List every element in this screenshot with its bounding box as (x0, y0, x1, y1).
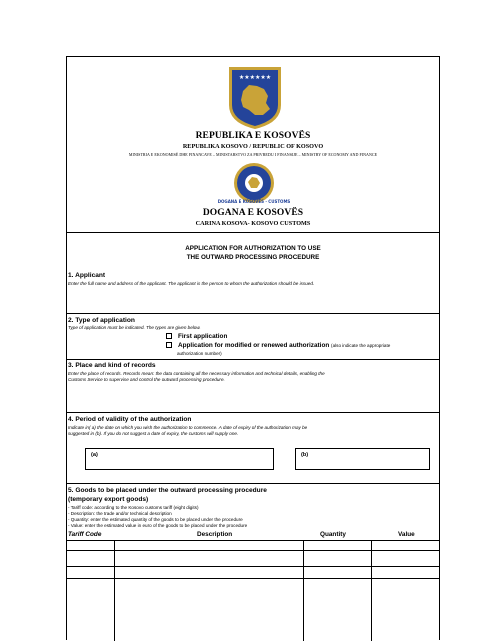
checkbox-icon[interactable] (166, 342, 172, 348)
table-rule (67, 578, 439, 579)
section5-heading-line2: (temporary export goods) (68, 496, 149, 503)
svg-text:★★★★★★: ★★★★★★ (238, 74, 272, 81)
form-title-line1: APPLICATION FOR AUTHORIZATION TO USE (185, 245, 321, 252)
section5-heading-line1: 5. Goods to be placed under the outward processing procedure (68, 487, 267, 494)
form-frame (66, 56, 440, 640)
republic-title: REPUBLIKA E KOSOVËS (195, 131, 311, 141)
section1-heading: 1. Applicant (68, 272, 106, 279)
section5-bullet: - Description: the trade and/or technical description (68, 511, 172, 516)
table-rule (67, 540, 439, 541)
section4-note-line2: suggested in (b). If you do not suggest a date of expiry, the customs will supply one. (68, 431, 239, 436)
section4-heading: 4. Period of validity of the authorization (68, 416, 192, 423)
section1-note: Enter the full name and address of the applicant. The applicant is the person to whom the authorization should be issued. (68, 281, 315, 286)
option2-note: authorization number) (177, 351, 222, 356)
svg-text:DOGANA E KOSOVËS · CUSTOMS: DOGANA E KOSOVËS · CUSTOMS (217, 199, 291, 204)
republic-subtitle: REPUBLIKA KOSOVO / REPUBLIC OF KOSOVO (182, 143, 324, 150)
form-title-line2: THE OUTWARD PROCESSING PROCEDURE (186, 254, 320, 261)
table-row[interactable] (67, 567, 439, 578)
customs-title: DOGANA E KOSOVËS (202, 208, 304, 218)
column-header-value: Value (398, 531, 415, 538)
checkbox-icon[interactable] (166, 333, 172, 339)
column-header-tariff-code: Tariff Code (68, 531, 102, 538)
table-row[interactable] (67, 551, 439, 566)
section3-note-line2: Customs Service to supervise and control the outward processing procedure. (68, 377, 225, 382)
divider (67, 483, 439, 484)
customs-seal-icon (217, 161, 291, 205)
validity-start-field[interactable]: (a) (85, 448, 274, 470)
section5-bullet: - Tariff code: according to the Kosovo customs tariff (eight digits) (68, 505, 199, 510)
option-modified-renewed[interactable]: Application for modified or renewed authorization (also indicate the appropriate (166, 342, 390, 349)
customs-subtitle: CARINA KOSOVA- KOSOVO CUSTOMS (195, 220, 311, 227)
section4-note-line1: Indicate in( a) the date on which you wish the authorization to commence. A date of expiry of the authorization may be (68, 425, 308, 430)
section3-heading: 3. Place and kind of records (68, 362, 156, 369)
ministry-line: MINISTRIA E EKONOMISË DHE FINANCAVE – MINISTARSTVO ZA PRIVREDU I FINANSIJE – MINISTRY OF ECONOMY AND FINANCE (128, 152, 378, 157)
divider (67, 359, 439, 360)
section2-note: Type of application must be indicated. The types are given below. (68, 325, 201, 330)
kosovo-coat-of-arms-icon (227, 65, 283, 131)
divider (67, 412, 439, 413)
validity-expiry-field[interactable]: (b) (295, 448, 430, 470)
column-header-quantity: Quantity (320, 531, 346, 538)
section5-bullet: - Quantity: enter the estimated quantity of the goods to be placed under the procedure (68, 517, 243, 522)
divider (67, 232, 439, 233)
divider (67, 313, 439, 314)
column-header-description: Description (197, 531, 233, 538)
section2-heading: 2. Type of application (68, 317, 135, 324)
section3-note-line1: Enter the place of records. Records mean: the data containing all the necessary information and technical details, enabling the (68, 371, 325, 376)
option-first-application[interactable]: First application (166, 333, 227, 340)
section5-bullet: - Value: enter the estimated value in euro of the goods to be placed under the procedure (68, 523, 248, 528)
